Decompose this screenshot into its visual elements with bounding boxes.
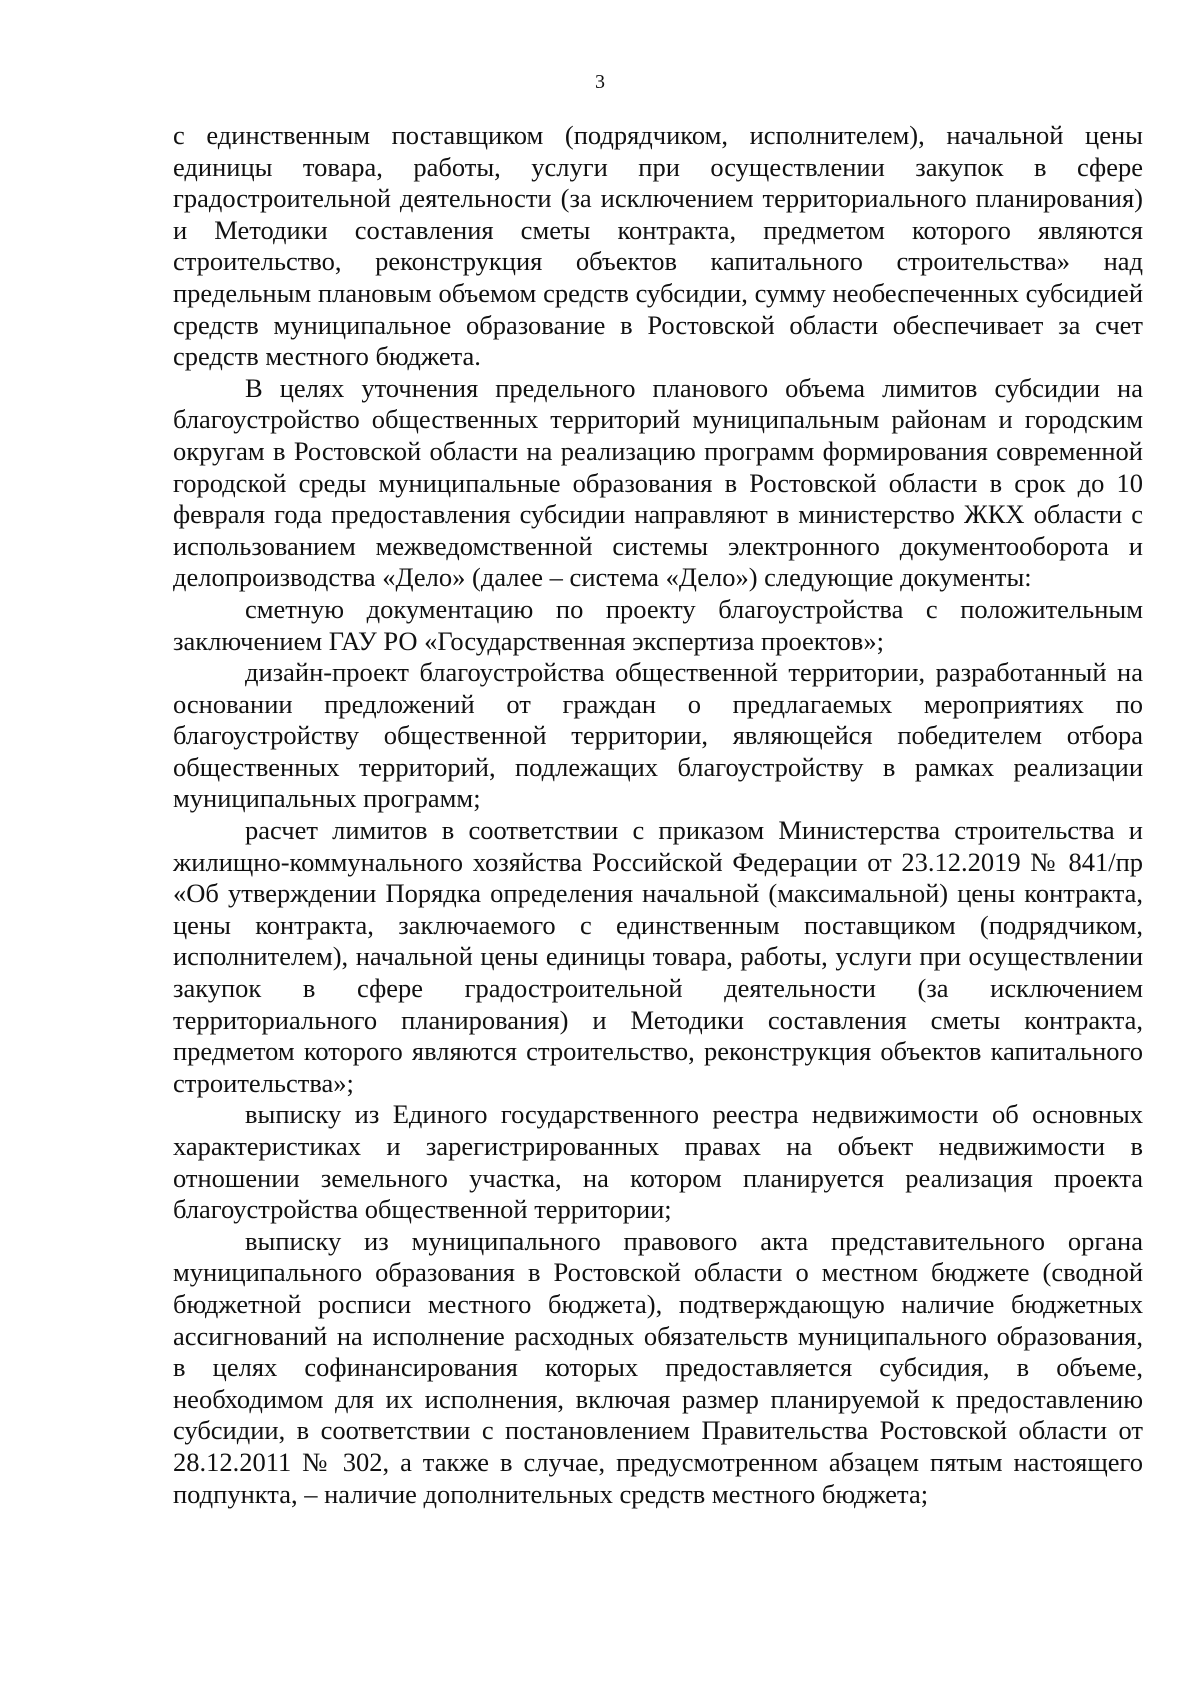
document-body [173, 120, 1143, 1510]
list-item-limits-calculation: расчет лимитов в соответствии с приказом Министерства строительства и жилищно-коммунального хозяйства Российской Федерации от 23.12.2019 № 841/пр «Об утверждении Порядка определения начальной (максимальной) цены контракта, цены контракта, заключаемого с единственным поставщиком (подрядчиком, исполнителем), начальной цены единицы товара, работы, услуги при осуществлении закупок в сфере градостроительной деятельности (за исключением территориального планирования) и Методики составления сметы контракта, предметом которого являются строительство, реконструкция объектов капитального строительства»; [173, 815, 1143, 1098]
list-item-registry-extract: выписку из Единого государственного реестра недвижимости об основных характеристиках и зарегистрированных правах на объект недвижимости в отношении земельного участка, на котором планируется реализация проекта благоустройства общественной территории; [173, 1099, 1143, 1225]
paragraph-purpose: В целях уточнения предельного планового объема лимитов субсидии на благоустройство общественных территорий муниципальным районам и городским округам в Ростовской области на реализацию программ формирования современной городской среды муниципальные образования в Ростовской области в срок до 10 февраля года предоставления субсидии направляют в министерство ЖКХ области с использованием межведомственной системы электронного документооборота и делопроизводства «Дело» (далее – система «Дело») следующие документы: [173, 372, 1143, 593]
page-number: 3 [595, 71, 605, 93]
list-item-design-project: дизайн-проект благоустройства общественной территории, разработанный на основании предложений от граждан о предлагаемых мероприятиях по благоустройству общественной территории, являющейся победителем отбора общественных территорий, подлежащих благоустройству в рамках реализации муниципальных программ; [173, 657, 1143, 814]
paragraph-continuation: с единственным поставщиком (подрядчиком, исполнителем), начальной цены единицы товара, работы, услуги при осуществлении закупок в сфере градостроительной деятельности (за исключением территориального планирования) и Методики составления сметы контракта, предметом которого являются строительство, реконструкция объектов капитального строительства» над предельным плановым объемом средств субсидии, сумму необеспеченных субсидией средств муниципальное образование в Ростовской области обеспечивает за счет средств местного бюджета. [173, 120, 1143, 372]
list-item-estimate-documentation: сметную документацию по проекту благоустройства с положительным заключением ГАУ РО «Государственная экспертиза проектов»; [173, 593, 1143, 656]
list-item-budget-extract: выписку из муниципального правового акта представительного органа муниципального образования в Ростовской области о местном бюджете (сводной бюджетной росписи местного бюджета), подтверждающую наличие бюджетных ассигнований на исполнение расходных обязательств муниципального образования, в целях софинансирования которых предоставляется субсидия, в объеме, необходимом для их исполнения, включая размер планируемой к предоставлению субсидии, в соответствии с постановлением Правительства Ростовской области от 28.12.2011 № 302, а также в случае, предусмотренном абзацем пятым настоящего подпункта, – наличие дополнительных средств местного бюджета; [173, 1225, 1143, 1509]
